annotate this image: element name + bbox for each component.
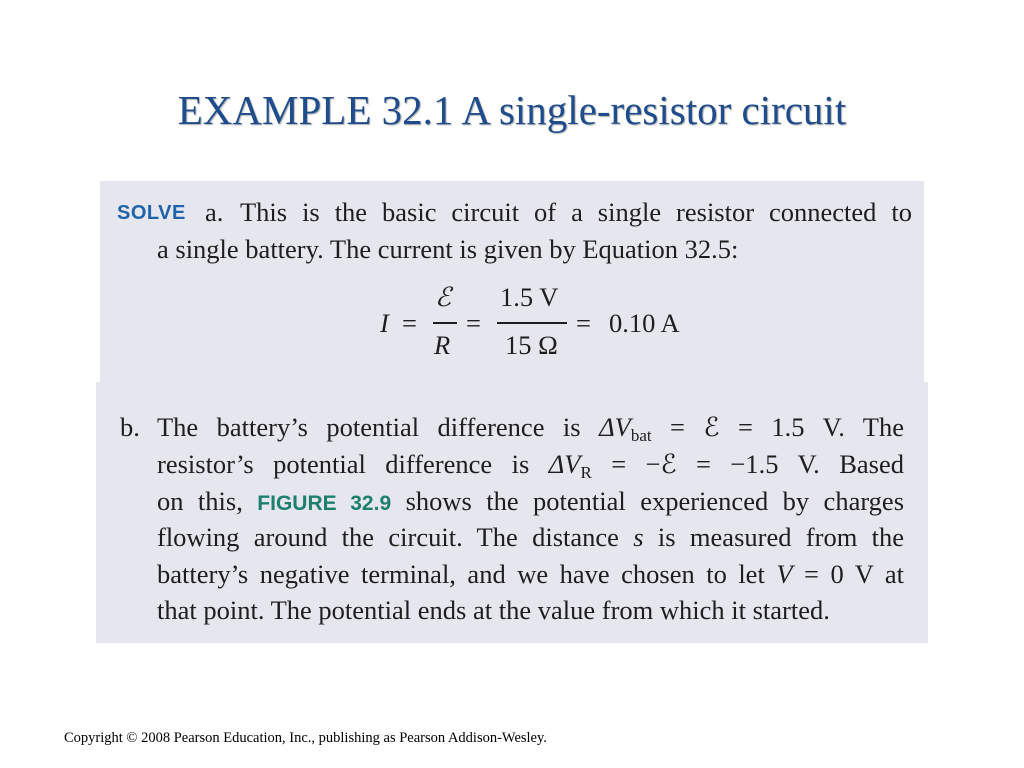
delta-v-r: ΔV — [548, 449, 581, 479]
part-b-line-3-text-b: shows the potential experienced by charges — [405, 486, 905, 516]
slide-title: EXAMPLE 32.1 A single-resistor circuit — [177, 87, 847, 133]
part-b-line-1 — [157, 412, 904, 445]
potential-symbol-v: V — [776, 559, 793, 589]
eq-frac1-bar — [433, 322, 457, 324]
part-a-line-1 — [240, 199, 912, 226]
copyright-footer: Copyright © 2008 Pearson Education, Inc., publishing as Pearson Addison-Wesley. — [64, 730, 547, 746]
part-b-line-3-text-a: on this, — [157, 486, 243, 516]
distance-symbol-s: s — [633, 522, 644, 552]
part-b-line-5-text-b: = 0 V at — [804, 559, 904, 589]
subscript-r: R — [580, 463, 592, 482]
part-b-line-1-text-a: The battery’s potential difference is — [157, 412, 581, 442]
part-b-line-2 — [157, 449, 904, 482]
part-b-marker: b. — [120, 412, 140, 442]
part-b-line-1-math — [599, 412, 904, 445]
part-b-line-2-text-b: = −ℰ = −1.5 V. Based — [591, 449, 904, 479]
figure-reference-link[interactable]: FIGURE 32.9 — [257, 492, 392, 515]
solve-label: SOLVE — [117, 202, 186, 224]
eq-frac2-denominator: 15 Ω — [505, 330, 558, 360]
part-b-line-5-text-a: battery’s negative terminal, and we have chosen to let — [157, 559, 765, 589]
eq-equals-1: = — [402, 308, 417, 338]
eq-lhs: I — [380, 308, 389, 338]
part-b-line-6: that point. The potential ends at the value from which it started. — [157, 595, 830, 625]
part-b-line-2-text-a: resistor’s potential difference is — [157, 449, 530, 479]
part-b-line-3 — [157, 488, 904, 515]
subscript-bat: bat — [630, 426, 652, 445]
part-b-line-4-text-a: flowing around the circuit. The distance — [157, 522, 619, 552]
part-a-line-1-text: This is the basic circuit of a single resistor connected to — [240, 197, 912, 227]
part-b-line-5 — [157, 561, 904, 588]
eq-frac2-bar — [497, 322, 567, 324]
eq-frac1-numerator: ℰ — [435, 282, 452, 313]
part-b-line-4 — [157, 524, 904, 551]
delta-v-bat: ΔV — [599, 412, 631, 442]
eq-equals-3: = — [576, 308, 591, 338]
eq-equals-2: = — [466, 308, 481, 338]
eq-frac2-numerator: 1.5 V — [500, 282, 559, 312]
part-a-line-2: a single battery. The current is given by Equation 32.5: — [157, 234, 739, 264]
eq-frac1-denominator: R — [434, 330, 451, 360]
part-b-line-2-math — [548, 449, 904, 482]
eq-result: 0.10 A — [609, 308, 680, 338]
part-b-line-1-text-b: = ℰ = 1.5 V. The — [651, 412, 904, 442]
part-a-marker: a. — [205, 197, 224, 227]
part-b-line-4-text-b: is measured from the — [657, 522, 905, 552]
